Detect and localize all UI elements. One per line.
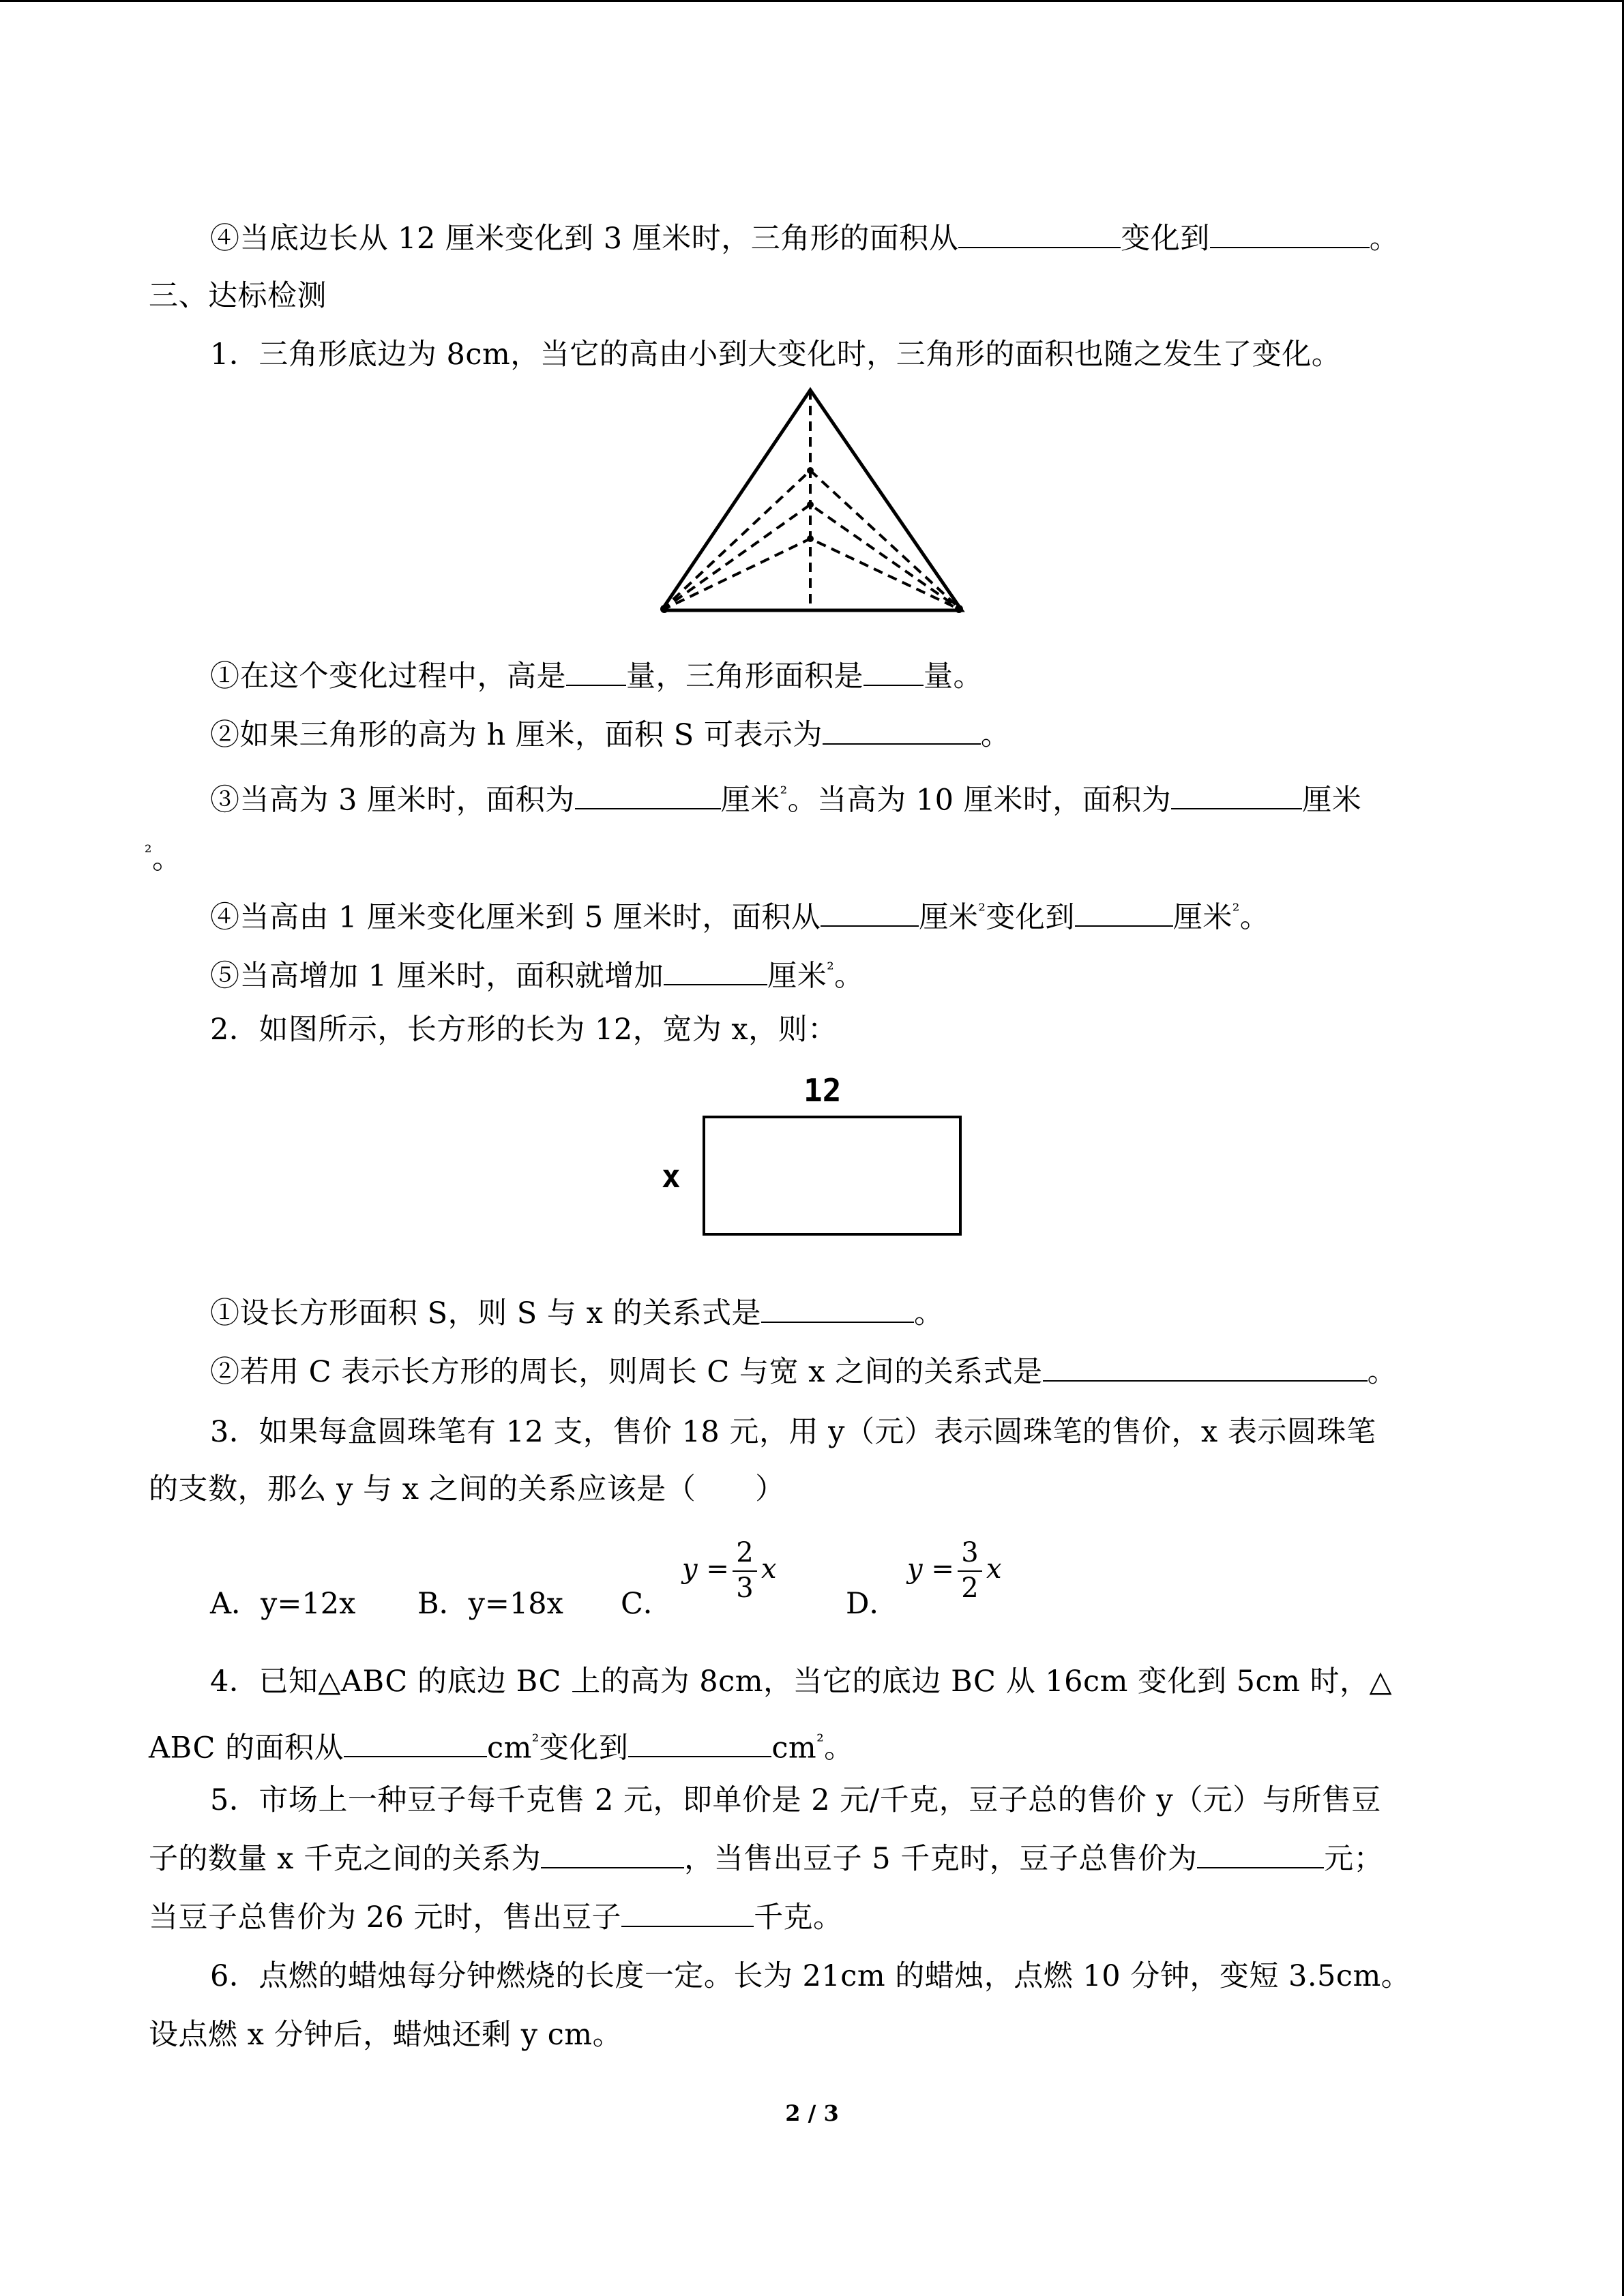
answer-blank xyxy=(1171,779,1302,809)
question-1-1 xyxy=(210,656,983,697)
question-6: 6．点燃的蜡烛每分钟燃烧的长度一定。长为 21cm 的蜡烛，点燃 10 分钟，变短 3.5cm。 xyxy=(210,1959,1411,1993)
text: 。 xyxy=(1239,900,1270,935)
fraction-bar xyxy=(958,1570,982,1572)
text: 变化到 xyxy=(986,900,1075,935)
text: 。 xyxy=(151,841,182,876)
superscript: ² xyxy=(816,1731,825,1752)
answer-blank xyxy=(823,715,981,745)
question-1-5 xyxy=(210,949,864,996)
text: 千克。 xyxy=(754,1900,843,1935)
question-5: 5．市场上一种豆子每千克售 2 元，即单价是 2 元/千克，豆子总的售价 y（元）与所售豆 xyxy=(210,1783,1381,1817)
rect-length-label: 12 xyxy=(803,1072,842,1109)
question-2: 2．如图所示，长方形的长为 12，宽为 x，则： xyxy=(210,1013,838,1047)
question-4-cont xyxy=(149,1721,854,1768)
option-b: B．y=18x xyxy=(417,1587,563,1621)
answer-blank xyxy=(958,218,1121,248)
question-2-2 xyxy=(210,1352,1397,1392)
option-c-formula xyxy=(682,1537,784,1622)
text: 厘米 xyxy=(767,959,827,994)
question-6-cont: 设点燃 x 分钟后，蜡烛还剩 y cm。 xyxy=(149,2018,623,2052)
text: 厘米 xyxy=(720,783,780,818)
answer-blank xyxy=(1043,1352,1368,1382)
text: 厘米 xyxy=(1302,783,1362,818)
formula-lhs: y = xyxy=(682,1553,729,1585)
answer-blank xyxy=(541,1838,684,1868)
question-1-3-cont xyxy=(145,832,181,879)
question-5-cont2 xyxy=(149,1897,843,1938)
rect-width-label: x xyxy=(662,1158,681,1195)
question-4: 4．已知△ABC 的底边 BC 上的高为 8cm，当它的底边 BC 从 16cm 变化到 5cm 时，△ xyxy=(210,1665,1393,1699)
text: ③当高为 3 厘米时，面积为 xyxy=(210,783,575,818)
text: ⑤当高增加 1 厘米时，面积就增加 xyxy=(210,959,664,994)
text: ，当售出豆子 5 千克时，豆子总售价为 xyxy=(684,1842,1198,1876)
answer-blank xyxy=(1075,897,1173,927)
text: 厘米 xyxy=(1172,900,1232,935)
rectangle-figure xyxy=(703,1116,962,1236)
text: 厘米 xyxy=(919,900,979,935)
text: cm xyxy=(771,1731,817,1765)
numerator: 2 xyxy=(736,1537,754,1568)
section-heading: 三、达标检测 xyxy=(149,279,327,313)
text: 量。 xyxy=(924,659,983,694)
text: ④当高由 1 厘米变化厘米到 5 厘米时，面积从 xyxy=(210,900,821,935)
formula-var: x xyxy=(986,1553,1002,1585)
numerator: 3 xyxy=(961,1537,979,1568)
text: 。 xyxy=(824,1731,854,1765)
option-c: C． xyxy=(621,1587,673,1621)
answer-blank xyxy=(664,955,767,985)
formula-var: x xyxy=(761,1553,777,1585)
superscript: ² xyxy=(827,959,835,980)
vertex-dot xyxy=(955,605,963,613)
superscript: ² xyxy=(1232,901,1240,921)
text: 量，三角形面积是 xyxy=(626,659,863,694)
superscript: ² xyxy=(531,1731,540,1752)
question-3-cont: 的支数，那么 y 与 x 之间的关系应该是（ ） xyxy=(149,1472,785,1506)
text: 变化到 xyxy=(539,1731,629,1765)
text: ①在这个变化过程中，高是 xyxy=(210,659,566,694)
text: ②如果三角形的高为 h 厘米，面积 S 可表示为 xyxy=(210,718,823,752)
text-line xyxy=(210,218,1399,259)
answer-blank xyxy=(863,656,924,686)
text: 当豆子总售价为 26 元时，售出豆子 xyxy=(149,1900,622,1935)
question-1-3 xyxy=(210,773,1361,820)
question-5-cont xyxy=(149,1838,1383,1879)
formula-lhs: y = xyxy=(907,1553,954,1585)
answer-blank xyxy=(575,779,721,809)
answer-blank xyxy=(1210,218,1370,248)
page-number: 2 / 3 xyxy=(785,2100,839,2126)
question-3: 3．如果每盒圆珠笔有 12 支，售价 18 元，用 y（元）表示圆珠笔的售价，x 表示圆珠笔 xyxy=(210,1415,1376,1449)
text: ABC 的面积从 xyxy=(149,1731,344,1765)
question-1: 1．三角形底边为 8cm，当它的高由小到大变化时，三角形的面积也随之发生了变化。 xyxy=(210,338,1342,372)
text: ④当底边长从 12 厘米变化到 3 厘米时，三角形的面积从 xyxy=(210,222,959,256)
option-d-formula xyxy=(907,1537,1009,1622)
text: 。 xyxy=(914,1296,944,1330)
denominator: 2 xyxy=(961,1572,979,1604)
question-1-2 xyxy=(210,715,1010,756)
triangle-figure xyxy=(655,382,969,621)
answer-blank xyxy=(566,656,626,686)
answer-blank xyxy=(761,1293,914,1323)
denominator: 3 xyxy=(736,1572,754,1604)
question-2-1 xyxy=(210,1293,944,1334)
text: 。 xyxy=(980,718,1011,752)
answer-blank xyxy=(628,1727,771,1757)
text: 。 xyxy=(834,959,864,994)
superscript: ² xyxy=(780,784,788,804)
option-a: A．y=12x xyxy=(210,1587,356,1621)
superscript: ² xyxy=(978,901,986,921)
text: 。 xyxy=(1367,1355,1398,1389)
vertex-dot xyxy=(807,501,814,508)
fraction-bar xyxy=(733,1570,757,1572)
option-d: D． xyxy=(846,1587,899,1621)
answer-blank xyxy=(821,897,919,927)
answer-blank xyxy=(621,1897,754,1927)
text: 。当高为 10 厘米时，面积为 xyxy=(787,783,1172,818)
vertex-dot xyxy=(660,605,668,613)
text: 。 xyxy=(1369,222,1400,256)
text: ②若用 C 表示长方形的周长，则周长 C 与宽 x 之间的关系式是 xyxy=(210,1355,1043,1389)
answer-blank xyxy=(1197,1838,1324,1868)
question-1-4 xyxy=(210,891,1269,938)
text: 变化到 xyxy=(1121,222,1210,256)
superscript: ² xyxy=(145,842,152,863)
vertex-dot xyxy=(807,535,814,542)
text: 子的数量 x 千克之间的关系为 xyxy=(149,1842,542,1876)
answer-blank xyxy=(344,1727,487,1757)
vertex-dot xyxy=(807,467,814,474)
text: cm xyxy=(487,1731,532,1765)
text: ①设长方形面积 S，则 S 与 x 的关系式是 xyxy=(210,1296,762,1330)
text: 元； xyxy=(1324,1842,1384,1876)
